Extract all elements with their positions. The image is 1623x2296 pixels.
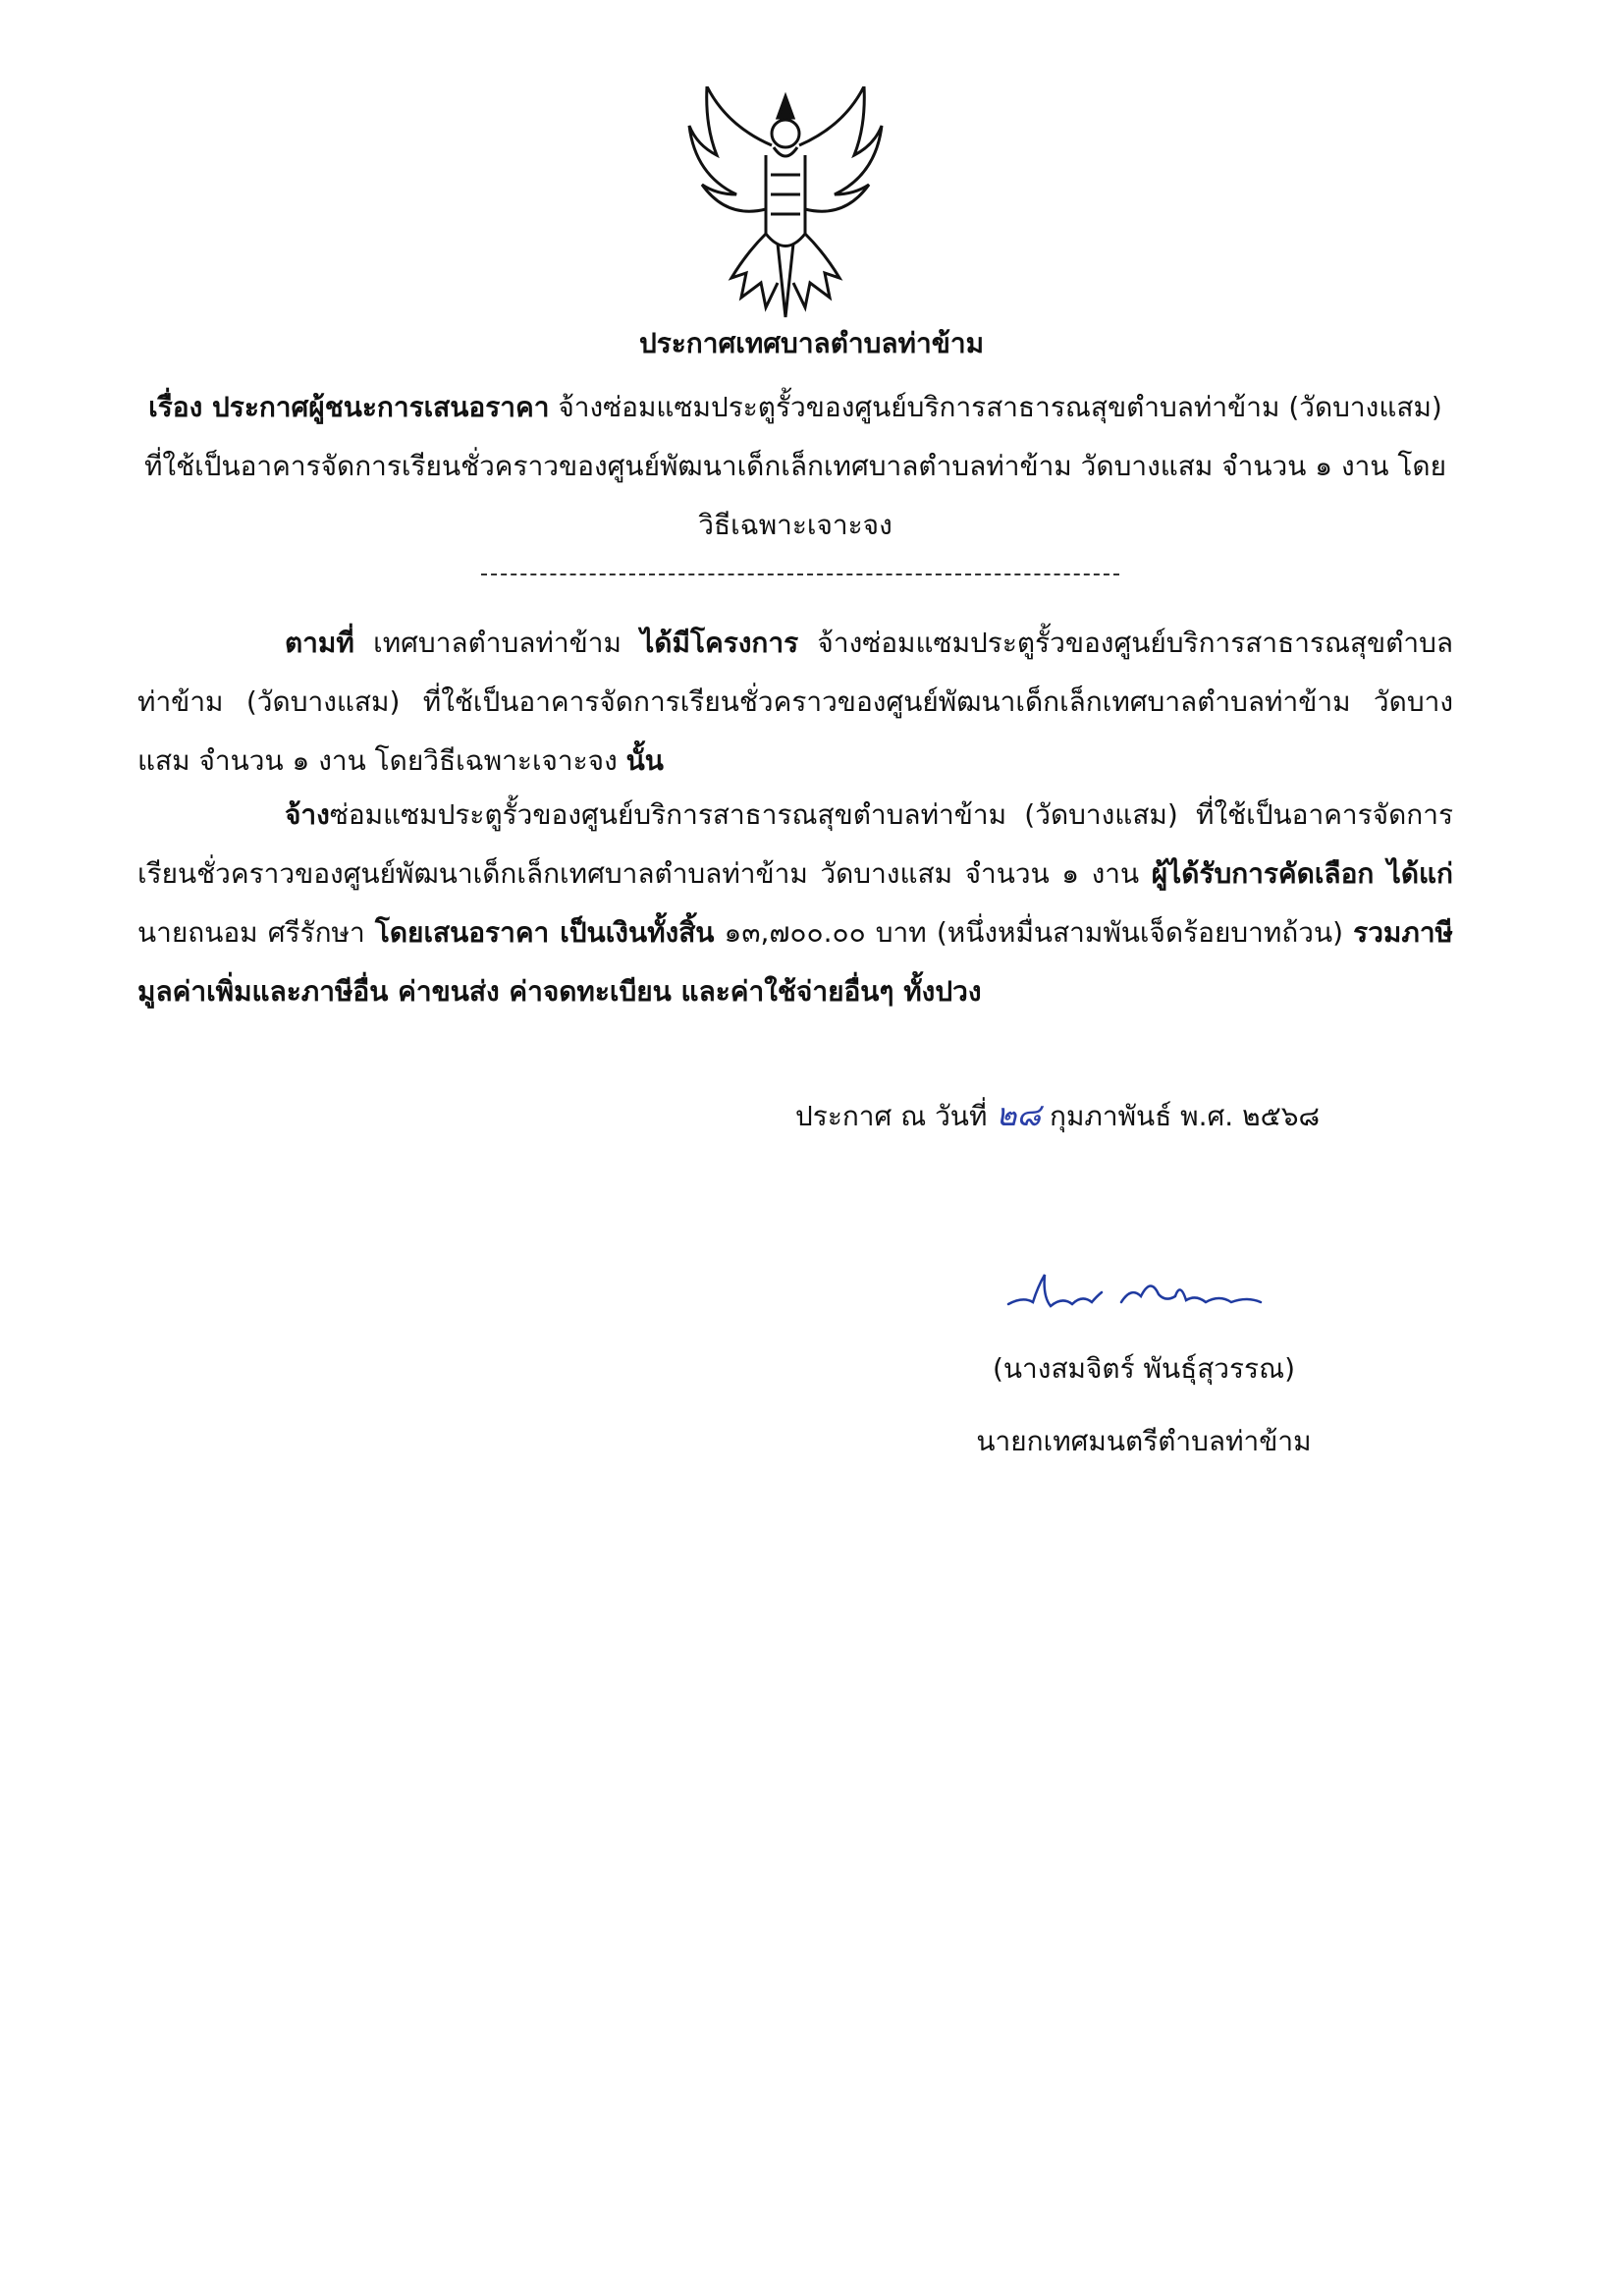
signatory-position: นายกเทศมนตรีตำบลท่าข้าม: [976, 1425, 1312, 1457]
dashed-divider: [481, 574, 1119, 575]
date-day-handwritten: ๒๘: [996, 1096, 1042, 1133]
paragraph-2: [137, 786, 1453, 1021]
p2-lead: จ้าง: [285, 798, 330, 831]
p2-a: ซ่อมแซมประตูรั้วของศูนย์บริการสาธารณสุขตำบลท่าข้าม (วัดบางแสม) ที่ใช้เป็นอาคารจัดการเรียนชั่วคราวของศูนย์พัฒนาเด็กเล็กเทศบาลตำบลท่าข้าม วัดบางแสม จำนวน ๑ งาน: [137, 798, 1453, 890]
subject-label: เรื่อง ประกาศผู้ชนะการเสนอราคา: [148, 391, 550, 423]
paragraph-1: [137, 614, 1453, 791]
p2-e: ๑๓,๗๐๐.๐๐ บาท (หนึ่งหมื่นสามพันเจ็ดร้อยบาทถ้วน): [714, 916, 1354, 949]
p1-b: ได้มีโครงการ: [640, 627, 799, 659]
p2-f: รวมภาษีมูลค่าเพิ่มและภาษีอื่น ค่าขนส่ง ค่าจดทะเบียน และค่าใช้จ่ายอื่นๆ ทั้งปวง: [137, 916, 1454, 1008]
date-rest: กุมภาพันธ์ พ.ศ. ๒๕๖๘: [1050, 1100, 1321, 1132]
subject-text: จ้างซ่อมแซมประตูรั้วของศูนย์บริการสาธารณสุขตำบลท่าข้าม (วัดบางแสม) ที่ใช้เป็นอาคารจัดการเรียนชั่วคราวของศูนย์พัฒนาเด็กเล็กเทศบาลตำบลท่าข้าม วัดบางแสม จำนวน ๑ งาน โดยวิธีเฉพาะเจาะจง: [143, 391, 1447, 541]
p2-b: ผู้ได้รับการคัดเลือก ได้แก่: [1151, 857, 1454, 890]
subject-line: [137, 378, 1453, 555]
p2-d: โดยเสนอราคา เป็นเงินทั้งสิ้น: [374, 916, 715, 949]
date-prefix: ประกาศ ณ วันที่: [795, 1100, 988, 1132]
p1-a: เทศบาลตำบลท่าข้าม: [353, 627, 641, 659]
p1-c: จ้างซ่อมแซมประตูรั้วของศูนย์บริการสาธารณสุขตำบลท่าข้าม (วัดบางแสม) ที่ใช้เป็นอาคารจัดการเรียนชั่วคราวของศูนย์พัฒนาเด็กเล็กเทศบาลตำบลท่าข้าม วัดบางแสม จำนวน ๑ งาน โดยวิธีเฉพาะเจาะจง: [137, 627, 1454, 777]
signatory-name: (นางสมจิตร์ พันธุ์สุวรรณ): [992, 1352, 1295, 1385]
announcement-title: ประกาศเทศบาลตำบลท่าข้าม: [638, 327, 985, 359]
announcement-date: [795, 1093, 1320, 1138]
p1-end: นั้น: [625, 744, 664, 777]
handwritten-signature-icon: [1003, 1267, 1269, 1326]
garuda-emblem-icon: [687, 86, 884, 322]
p2-c: นายถนอม ศรีรักษา: [137, 916, 375, 949]
p1-lead: ตามที่: [285, 627, 354, 659]
